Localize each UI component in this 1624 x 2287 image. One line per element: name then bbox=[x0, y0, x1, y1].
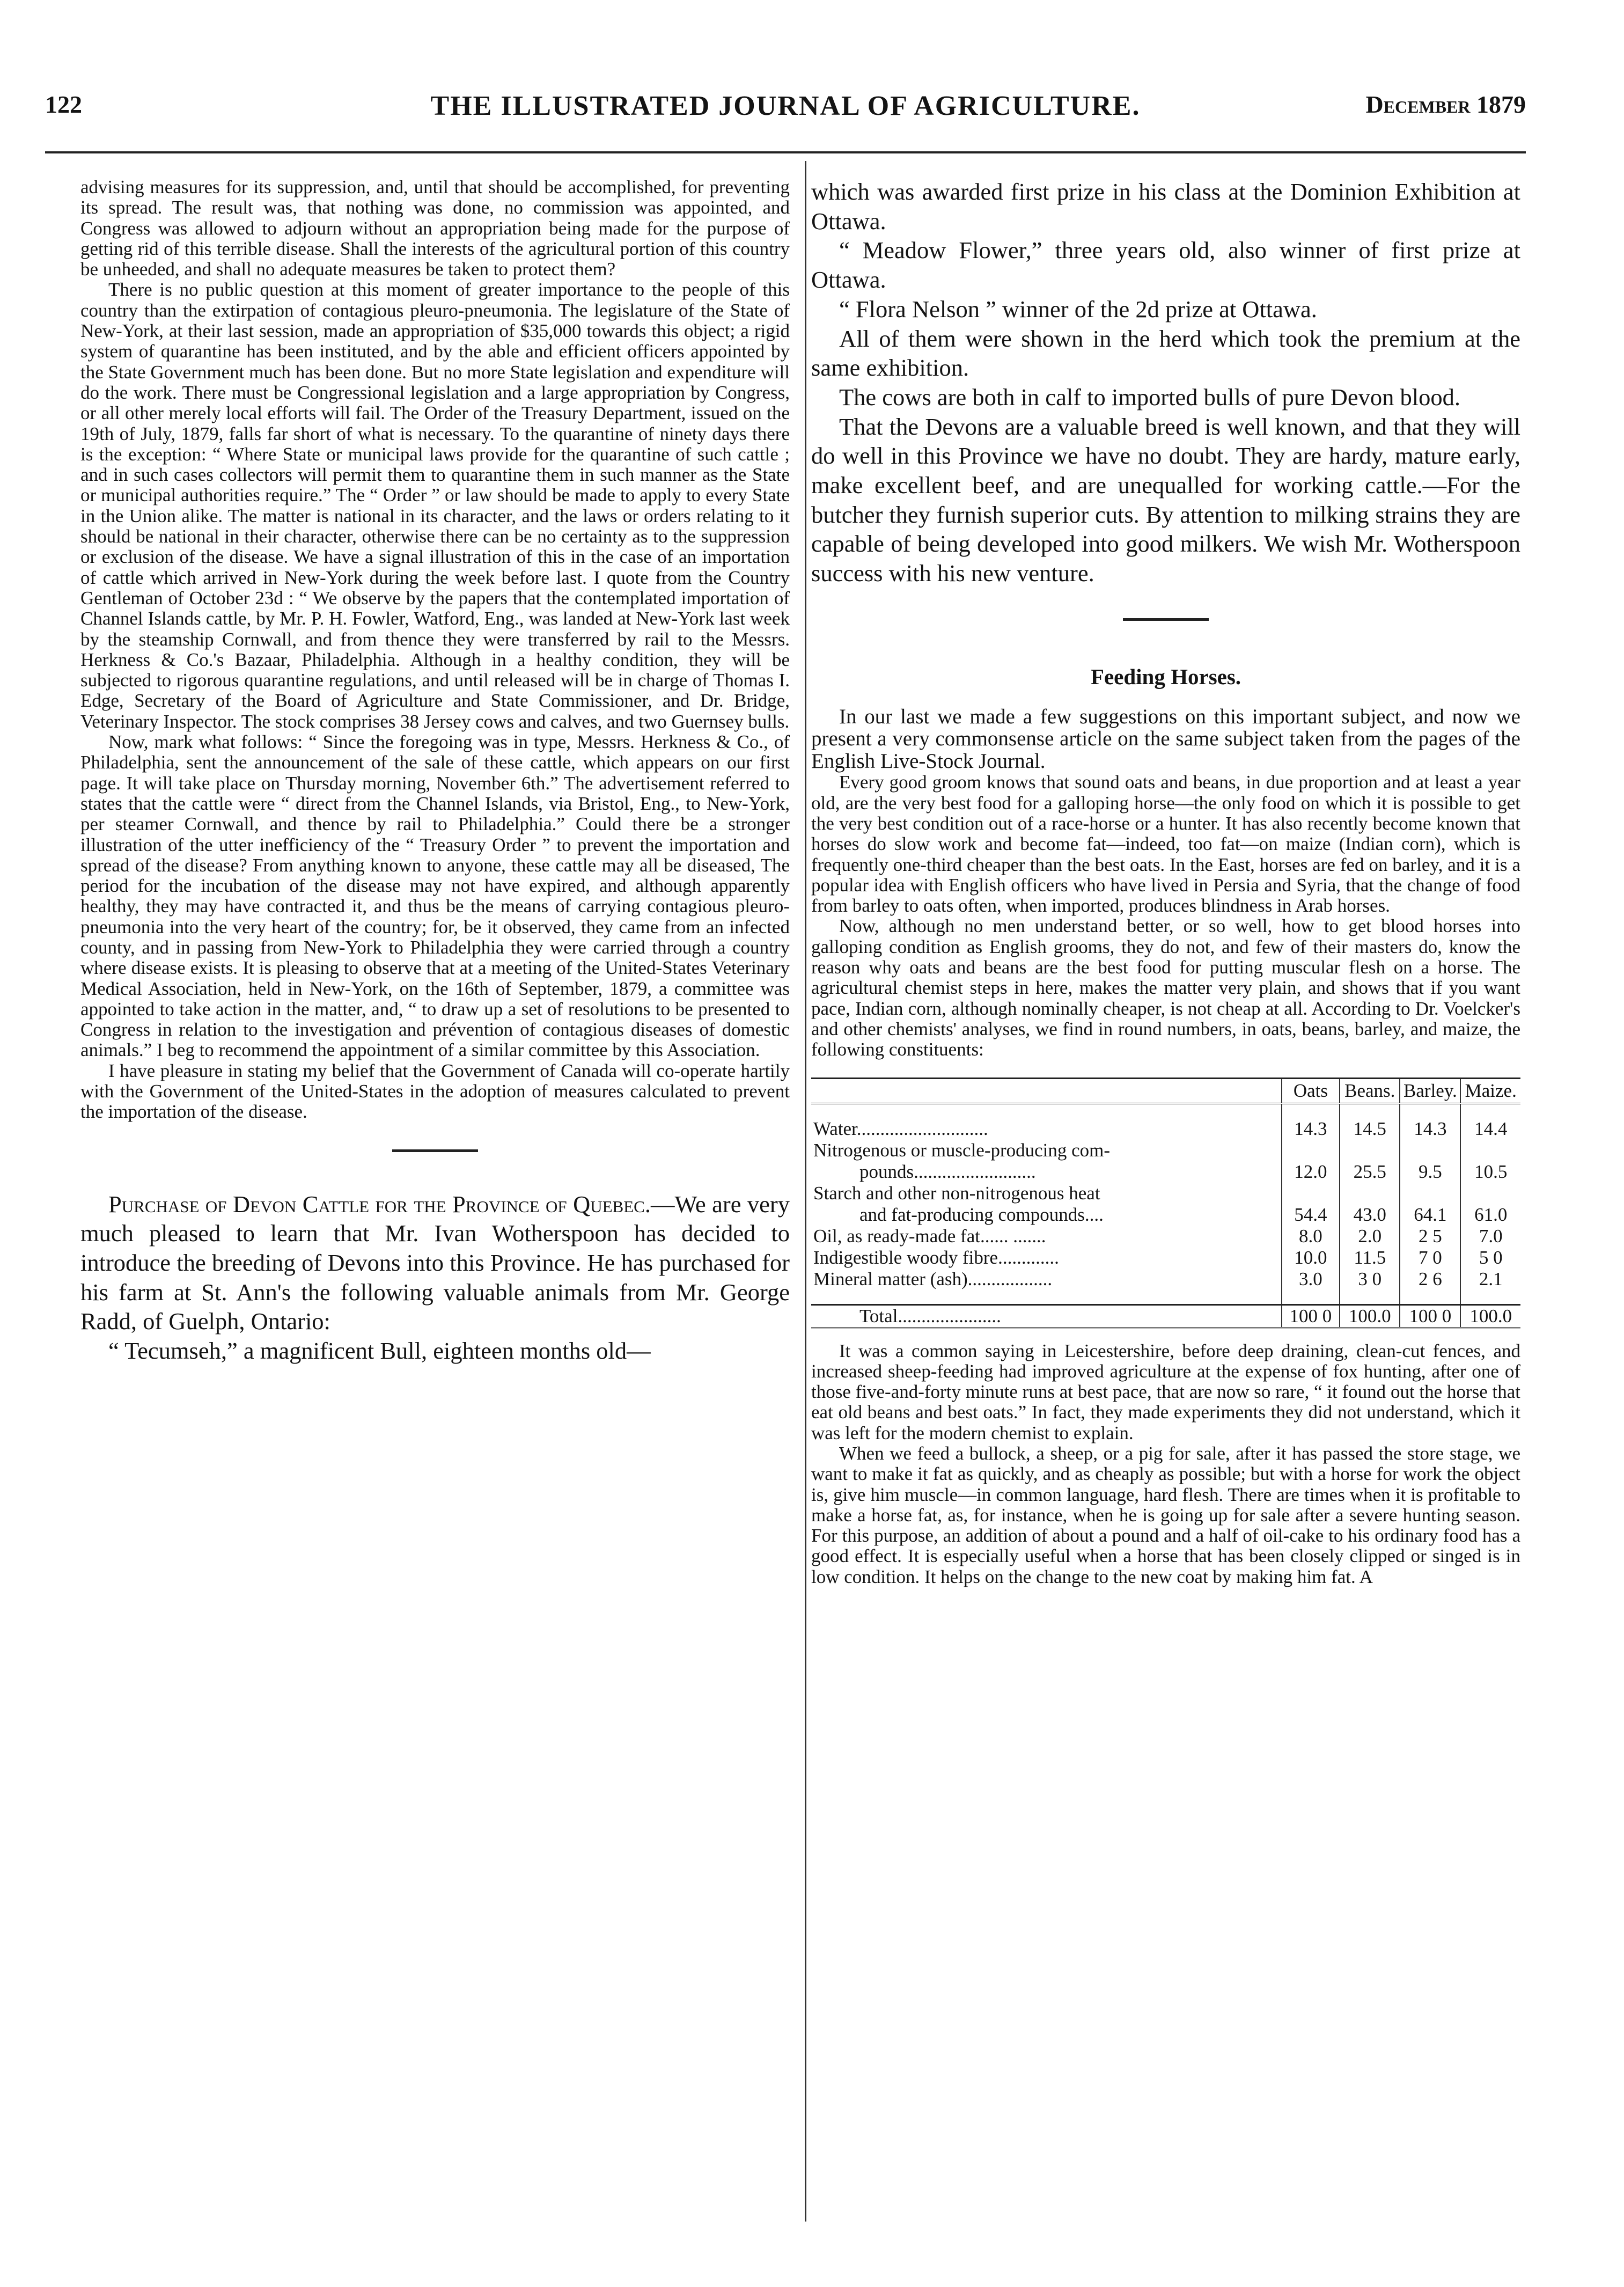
row-label: Mineral matter (ash).................. bbox=[813, 1268, 1053, 1289]
cell-value: 2 5 bbox=[1400, 1226, 1460, 1247]
table-row bbox=[811, 1247, 1520, 1269]
table-row bbox=[811, 1269, 1520, 1290]
paragraph: Every good groom knows that sound oats and beans, in due proportion and at least a year old, are the very best food for a galloping horse—the only food on which it is possible to get the very best condition out of a race-horse or a hunter. It has also recently become known that horses do slow work and become fat—indeed, too fat—on maize (Indian corn), which is frequently one-third cheaper than the best oats. In the East, horses are fed on barley, and it is a popular idea with English officers who have lived in Persia and Syria, that the change of food from barley to oats often, when imported, produces blindness in Arab horses. bbox=[811, 772, 1520, 917]
paragraph: There is no public question at this moment of greater importance to the people of this country than the extirpation of contagious pleuro-pneumonia. The legislature of the State of New-York, at their last session, made an appropriation of $35,000 towards this object; a rigid system of quarantine has been instituted, and by the able and efficient officers appointed by the State Government much has been done. But no more State legislation and expenditure will do the work. There must be Congressional legislation and a large appropriation by Congress, or all other merely local efforts will fail. The Order of the Treasury Department, issued on the 19th of July, 1879, falls far short of what is necessary. To the quarantine of ninety days there is the exception: “ Where State or municipal laws provide for the quarantine of such cattle ; and in such cases collectors will permit them to quarantine them in such manner as the State or municipal authorities require.” The “ Order ” or law should be made to apply to every State in the Union alike. The matter is national in its character, and the laws or orders relating to it should be national in their character, otherwise there can be no certainty as to the suppression or exclusion of the disease. We have a signal illustration of this in the case of an importation of cattle which arrived in New-York during the week before last. I quote from the Country Gentleman of October 23d : “ We observe by the papers that the contemplated importation of Channel Islands cattle, by Mr. P. H. Fowler, Watford, Eng., was landed at New-York last week by the steamship Cornwall, and from thence they were transferred by rail to the Messrs. Herkness & Co.'s Bazaar, Philadelphia. Although in a healthy condition, they will be subjected to rigorous quarantine regulations, and until released will be in charge of Thomas I. Edge, Secretary of the Board of Agriculture and State Commissioner, and Dr. Bridge, Veterinary Inspector. The stock comprises 38 Jersey cows and calves, and two Guernsey bulls. bbox=[80, 279, 790, 732]
table-row bbox=[811, 1204, 1520, 1226]
row-label: Oil, as ready-made fat...... ....... bbox=[813, 1225, 1046, 1247]
left-column bbox=[80, 177, 790, 1366]
devon-text: —We are very much pleased to learn that Mr. Ivan Wotherspoon has decided to introduce the breeding of Devons into this Province. He has purchased for his farm at St. Ann's the following valuable animals from Mr. George Radd, of Guelph, Ontario: bbox=[80, 1190, 790, 1335]
total-value: 100 0 bbox=[1400, 1304, 1460, 1328]
paragraph: Now, mark what follows: “ Since the foregoing was in type, Messrs. Herkness & Co., of Philadelphia, sent the announcement of the sale of these cattle, which appears on our first page. It will take place on Thursday morning, November 6th.” The advertisement referred to states that the cattle were “ direct from the Channel Islands, via Bristol, Eng., to New-York, per steamer Cornwall, and thence by rail to Philadelphia.” Could there be a stronger illustration of the utter inefficiency of the “ Treasury Order ” to prevent the importation and spread of the disease? From anything known to anyone, these cattle may all be diseased, The period for the incubation of the disease may not have expired, and although apparently healthy, they may have contracted it, and thus be the means of carrying contagious pleuro-pneumonia into the very heart of the country; for, be it observed, they came from an infected county, and in passing from New-York to Philadelphia they were carried through a country where disease exists. It is pleasing to observe that at a meeting of the United-States Veterinary Medical Association, held in New-York, on the 16th of September, 1879, a committee was appointed to take action in the matter, and, “ to draw up a set of resolutions to be presented to Congress in relation to the investigation and prévention of contagious diseases of domestic animals.” I beg to recommend the appointment of a similar committee by this Association. bbox=[80, 731, 790, 1061]
issue-date: December 1879 bbox=[1365, 91, 1526, 118]
section-divider bbox=[1123, 618, 1209, 621]
cell-value: 10.5 bbox=[1460, 1161, 1520, 1183]
row-label: Starch and other non-nitrogenous heat bbox=[813, 1182, 1100, 1204]
cell-value: 14.4 bbox=[1460, 1118, 1520, 1140]
right-column bbox=[811, 177, 1520, 1587]
cell-value bbox=[1460, 1140, 1520, 1161]
paragraph: advising measures for its suppression, and, until that should be accomplished, for preventing its spread. The result was, that nothing was done, no commission was appointed, and Congress was allowed to adjourn without an appropriation being made for the purpose of getting rid of this terrible disease. Shall the interests of the agricultural portion of this country be unheeded, and shall no adequate measures be taken to protect them? bbox=[80, 177, 790, 280]
cell-value: 10.0 bbox=[1282, 1247, 1340, 1269]
intro-paragraph: In our last we made a few suggestions on this important subject, and now we present a very commonsense article on the same subject taken from the pages of the English Live-Stock Journal. bbox=[811, 705, 1520, 773]
table-header: Oats bbox=[1282, 1078, 1340, 1103]
cell-value: 64.1 bbox=[1400, 1204, 1460, 1226]
cell-value bbox=[1400, 1140, 1460, 1161]
table-row bbox=[811, 1140, 1520, 1161]
total-value: 100.0 bbox=[1460, 1304, 1520, 1328]
cell-value: 9.5 bbox=[1400, 1161, 1460, 1183]
journal-title: THE ILLUSTRATED JOURNAL OF AGRICULTURE. bbox=[430, 91, 1141, 121]
paragraph: It was a common saying in Leicestershire, before deep draining, clean-cut fences, and increased sheep-feeding had improved agriculture at the expense of fox hunting, after one of those five-and-forty minute runs at best pace, that are now so rare, “ it found out the horse that eat old beans and best oats.” In fact, they made experiments they did not understand, which it was left for the modern chemist to explain. bbox=[811, 1340, 1520, 1443]
cell-value: 14.3 bbox=[1400, 1118, 1460, 1140]
devon-paragraph: which was awarded first prize in his class at the Dominion Exhibition at Ottawa. bbox=[811, 178, 1520, 234]
total-value: 100 0 bbox=[1282, 1304, 1340, 1328]
cell-value bbox=[1400, 1183, 1460, 1204]
table-header-blank bbox=[811, 1078, 1282, 1103]
devon-paragraph bbox=[80, 1190, 790, 1337]
cell-value: 2.1 bbox=[1460, 1269, 1520, 1290]
table-row bbox=[811, 1161, 1520, 1183]
page-header bbox=[45, 90, 1526, 133]
row-label: Nitrogenous or muscle-producing com- bbox=[813, 1139, 1111, 1161]
cell-value bbox=[1460, 1183, 1520, 1204]
cell-value: 7 0 bbox=[1400, 1247, 1460, 1269]
total-value: 100.0 bbox=[1340, 1304, 1400, 1328]
table-total-row bbox=[811, 1304, 1520, 1328]
section-title: Feeding Horses. bbox=[1090, 664, 1241, 689]
cell-value: 43.0 bbox=[1340, 1204, 1400, 1226]
cell-value: 25.5 bbox=[1340, 1161, 1400, 1183]
devon-paragraph: The cows are both in calf to imported bulls of pure Devon blood. bbox=[839, 383, 1460, 411]
cell-value: 8.0 bbox=[1282, 1226, 1340, 1247]
cell-value: 14.5 bbox=[1340, 1118, 1400, 1140]
devon-paragraph: That the Devons are a valuable breed is well known, and that they will do well in this Province we have no doubt. They are hardy, mature early, make excellent beef, and are unequalled for working cattle.—For the butcher they furnish superior cuts. By attention to milking strains they are capable of being developed into good milkers. We wish Mr. Wotherspoon success with his new venture. bbox=[811, 413, 1520, 587]
header-rule bbox=[45, 151, 1526, 153]
paragraph: Now, although no men understand better, or so well, how to get blood horses into galloping condition as English grooms, they do not, and few of their masters do, know the reason why oats and beans are the best food for putting muscular flesh on a horse. The agricultural chemist steps in here, makes the matter very plain, and shows that if you want pace, Indian corn, although nominally cheaper, is not cheap at all. According to Dr. Voelcker's and other chemists' analyses, we find in round numbers, in oats, beans, barley, and maize, the following constituents: bbox=[811, 915, 1520, 1060]
cell-value: 2.0 bbox=[1340, 1226, 1400, 1247]
table-spacer bbox=[811, 1290, 1520, 1305]
cell-value bbox=[1282, 1140, 1340, 1161]
row-label: and fat-producing compounds.... bbox=[859, 1204, 1104, 1225]
table-spacer bbox=[811, 1103, 1520, 1118]
table-header: Maize. bbox=[1460, 1078, 1520, 1103]
devon-bull-line: “ Tecumseh,” a magnificent Bull, eighteen months old— bbox=[108, 1337, 651, 1365]
cell-value: 54.4 bbox=[1282, 1204, 1340, 1226]
cell-value: 3 0 bbox=[1340, 1269, 1400, 1290]
row-label: Water............................ bbox=[813, 1118, 988, 1139]
cell-value: 5 0 bbox=[1460, 1247, 1520, 1269]
cell-value: 3.0 bbox=[1282, 1269, 1340, 1290]
table-header-row bbox=[811, 1078, 1520, 1103]
cell-value: 11.5 bbox=[1340, 1247, 1400, 1269]
table-header: Barley. bbox=[1400, 1078, 1460, 1103]
page-number: 122 bbox=[45, 91, 82, 118]
row-label: pounds.......................... bbox=[859, 1161, 1036, 1182]
cell-value: 7.0 bbox=[1460, 1226, 1520, 1247]
cell-value: 14.3 bbox=[1282, 1118, 1340, 1140]
constituents-table bbox=[811, 1077, 1520, 1329]
paragraph: When we feed a bullock, a sheep, or a pig for sale, after it has passed the store stage, we want to make it fat as quickly, and as cheaply as possible; but with a horse for work the object is, give him muscle—in common language, hard flesh. There are times when it is profitable to make a horse fat, as, for instance, when he is going up for sale after a severe hunting season. For this purpose, an addition of about a pound and a half of oil-cake to his ordinary food has a good effect. It is especially useful when a horse that has been closely clipped or singed is in low condition. It helps on the change to the new coat by making him fat. A bbox=[811, 1442, 1520, 1587]
cell-value bbox=[1340, 1183, 1400, 1204]
cell-value bbox=[1340, 1140, 1400, 1161]
devon-heading: Purchase of Devon Cattle for the Province of Quebec. bbox=[108, 1190, 651, 1218]
section-divider bbox=[392, 1149, 478, 1152]
table-header: Beans. bbox=[1340, 1078, 1400, 1103]
table-row bbox=[811, 1118, 1520, 1140]
paragraph: I have pleasure in stating my belief that the Government of Canada will co-operate hartily with the Government of the United-States in the adoption of measures calculated to prevent the importation of the disease. bbox=[80, 1060, 790, 1123]
table-row bbox=[811, 1226, 1520, 1247]
devon-paragraph: All of them were shown in the herd which took the premium at the same exhibition. bbox=[811, 325, 1520, 382]
row-label: Indigestible woody fibre............. bbox=[813, 1247, 1059, 1268]
total-label: Total...................... bbox=[811, 1304, 1282, 1328]
table-row bbox=[811, 1183, 1520, 1204]
cell-value: 61.0 bbox=[1460, 1204, 1520, 1226]
devon-paragraph: “ Flora Nelson ” winner of the 2d prize at Ottawa. bbox=[839, 295, 1317, 322]
devon-paragraph: “ Meadow Flower,” three years old, also winner of first prize at Ottawa. bbox=[811, 237, 1520, 294]
cell-value: 12.0 bbox=[1282, 1161, 1340, 1183]
column-divider bbox=[805, 161, 806, 2222]
cell-value: 2 6 bbox=[1400, 1269, 1460, 1290]
cell-value bbox=[1282, 1183, 1340, 1204]
